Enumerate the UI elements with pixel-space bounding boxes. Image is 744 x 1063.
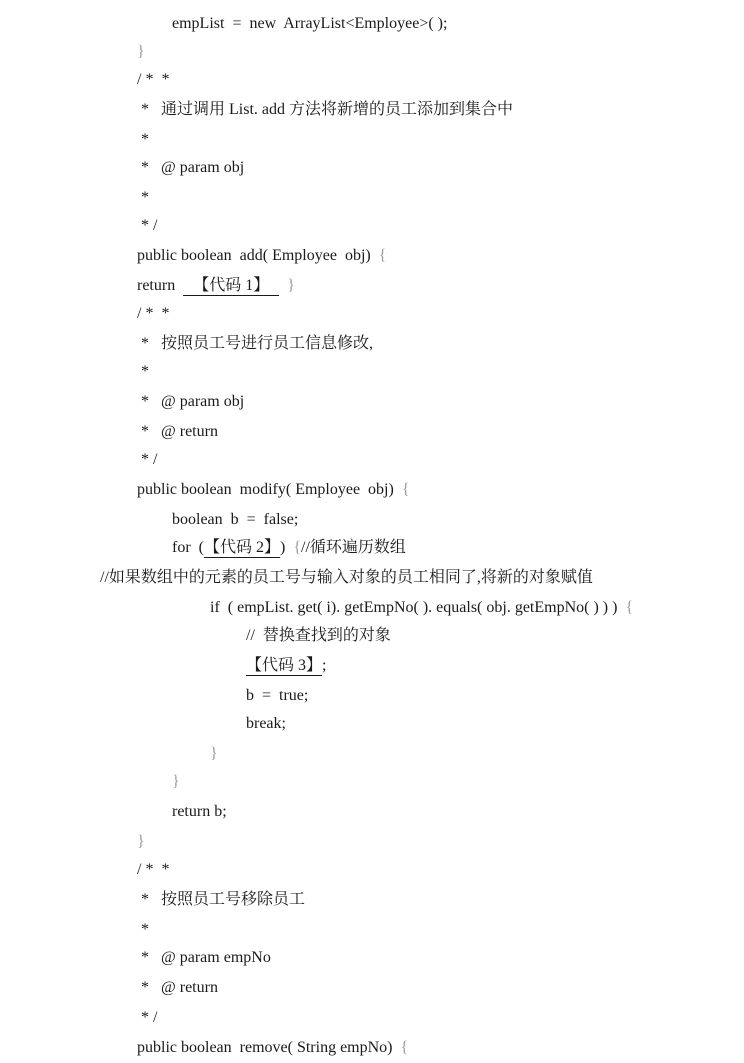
code-blank-2: 【代码 2】 [203, 539, 280, 556]
comment-add-description: * 通过调用 List. add 方法将新增的员工添加到集合中 [137, 101, 513, 118]
code-line-boolean-b: boolean b = false; [172, 511, 299, 528]
code-line-remove-signature: public boolean remove( String empNo) { [137, 1039, 409, 1056]
open-brace: { [378, 247, 387, 264]
open-brace: { [625, 599, 634, 616]
code-line-for-loop: for (【代码 2】) {//循环遍历数组 [172, 539, 406, 556]
comment-close: * / [137, 1009, 158, 1026]
comment-star: * [137, 189, 149, 206]
comment-modify-description: * 按照员工号进行员工信息修改, [137, 335, 374, 352]
open-brace: { [401, 481, 410, 498]
comment-open: / * * [137, 861, 170, 878]
code-blank-3: 【代码 3】 [246, 657, 323, 674]
close-brace: } [287, 277, 295, 294]
comment-star: * [137, 921, 149, 938]
close-brace: } [137, 833, 145, 850]
code-line-emplist-init: empList = new ArrayList<Employee>( ); [172, 15, 448, 32]
code-blank-1: 【代码 1】 [183, 277, 279, 296]
code-line-modify-signature: public boolean modify( Employee obj) { [137, 481, 410, 498]
comment-star: * [137, 363, 149, 380]
close-brace: } [210, 745, 218, 762]
code-line-return-b: return b; [172, 803, 227, 820]
comment-param-empno: * @ param empNo [137, 949, 271, 966]
close-brace: } [172, 773, 180, 790]
code-line-break: break; [246, 715, 286, 732]
code-line-add-return: return 【代码 1】 } [137, 277, 295, 294]
code-line-b-true: b = true; [246, 687, 309, 704]
comment-open: / * * [137, 71, 170, 88]
comment-remove-description: * 按照员工号移除员工 [137, 891, 306, 908]
close-brace: } [137, 43, 145, 60]
comment-close: * / [137, 217, 158, 234]
comment-param-obj: * @ param obj [137, 393, 245, 410]
code-line-if-condition: if ( empList. get( i). getEmpNo( ). equals( obj. getEmpNo( ) ) ) { [210, 599, 634, 616]
comment-star: * [137, 131, 149, 148]
open-brace: { [293, 539, 302, 556]
comment-param-obj: * @ param obj [137, 159, 245, 176]
comment-replace-found: // 替换查找到的对象 [246, 627, 391, 644]
comment-open: / * * [137, 305, 170, 322]
code-line-code3: 【代码 3】; [246, 657, 327, 674]
comment-close: * / [137, 451, 158, 468]
open-brace: { [400, 1039, 409, 1056]
comment-return: * @ return [137, 423, 218, 440]
comment-if-same-empno: //如果数组中的元素的员工号与输入对象的员工相同了,将新的对象赋值 [100, 569, 593, 586]
comment-return: * @ return [137, 979, 218, 996]
code-line-add-signature: public boolean add( Employee obj) { [137, 247, 387, 264]
